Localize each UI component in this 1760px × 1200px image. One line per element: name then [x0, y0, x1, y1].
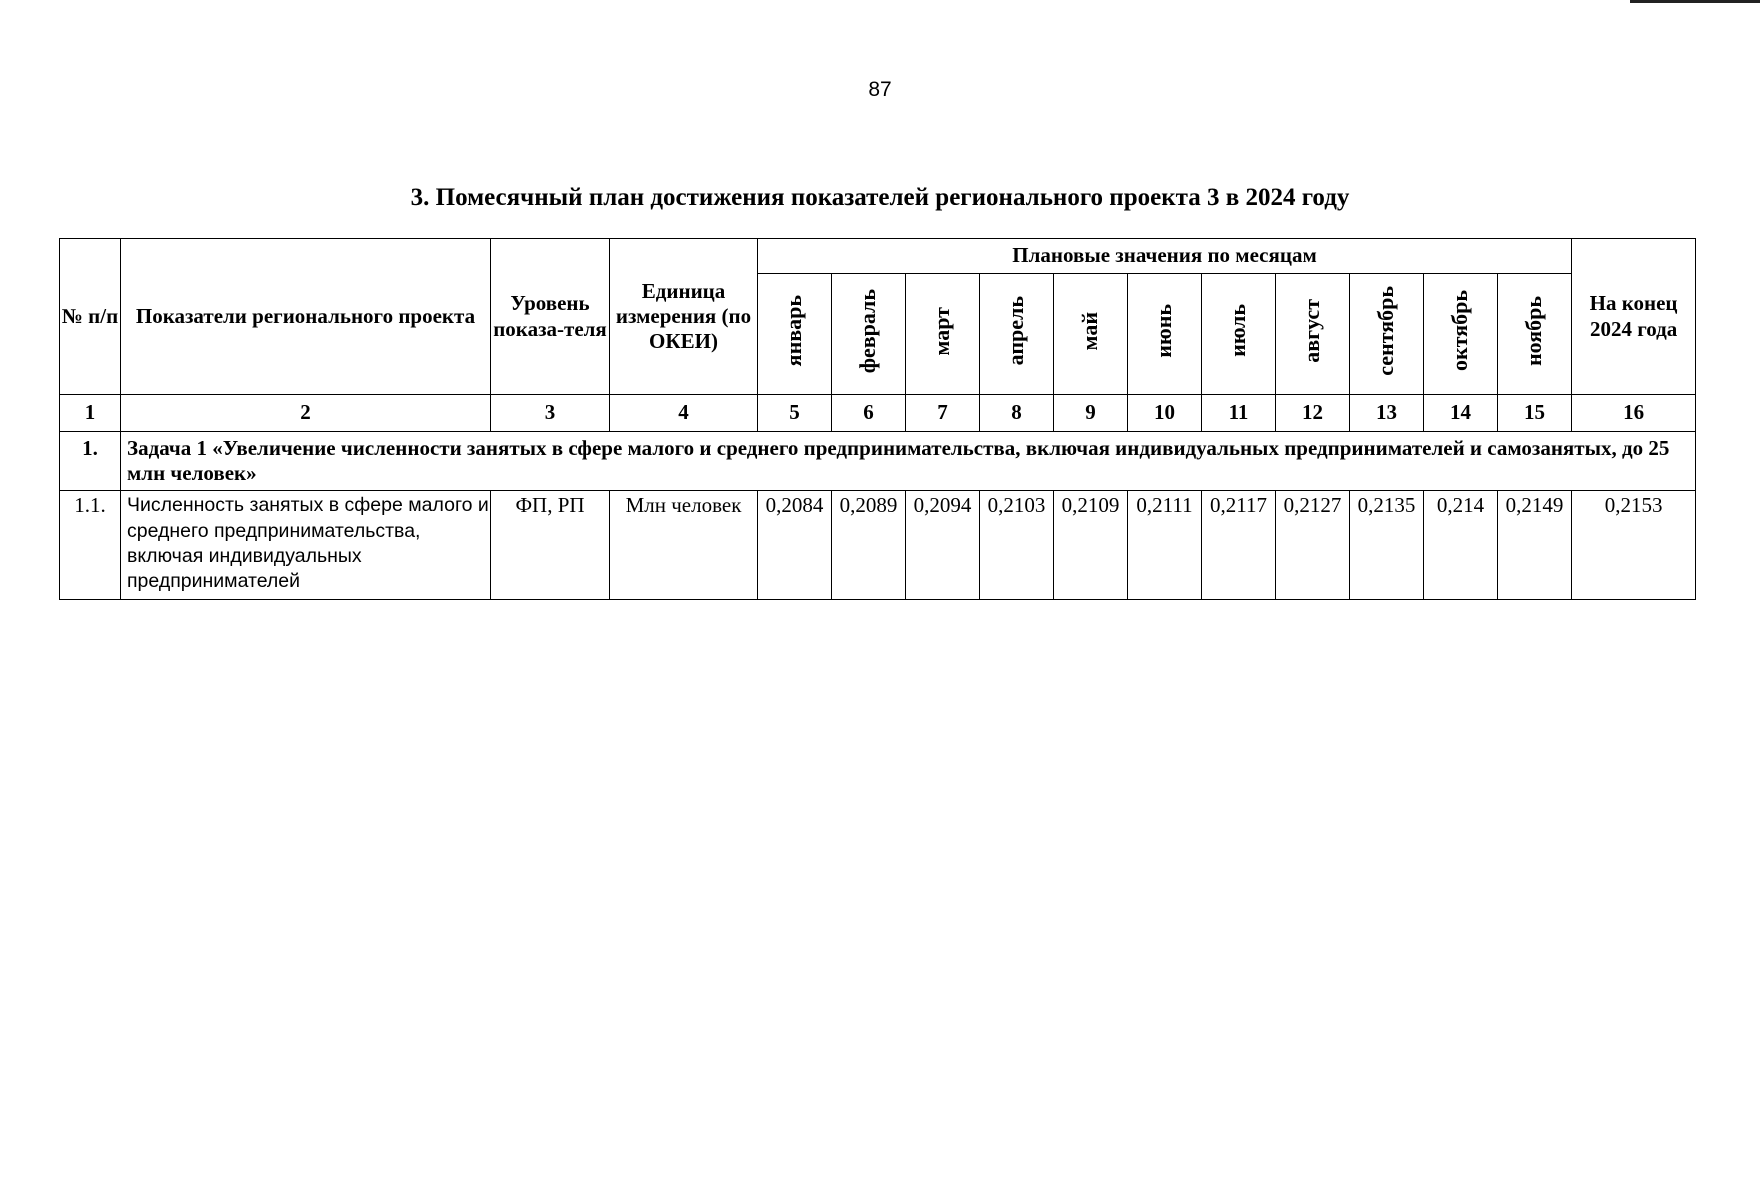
task-number: 1. — [60, 432, 121, 491]
header-month-label: май — [1077, 311, 1103, 351]
header-month-11 — [1498, 274, 1572, 395]
row-month-value-8: 0,2127 — [1276, 491, 1350, 600]
header-month-9 — [1350, 274, 1424, 395]
column-number-5: 5 — [758, 395, 832, 432]
header-month-3 — [906, 274, 980, 395]
header-month-label: март — [929, 306, 955, 356]
table-row — [60, 491, 1696, 600]
header-month-label: сентябрь — [1373, 286, 1399, 376]
header-end-of-year: На конец 2024 года — [1572, 239, 1696, 395]
task-text: Задача 1 «Увеличение численности занятых в сфере малого и среднего предпринимательства, включая индивидуальных предпринимателей и самозанятых, до 25 млн человек» — [121, 432, 1696, 491]
column-number-14: 14 — [1424, 395, 1498, 432]
row-number: 1.1. — [60, 491, 121, 600]
header-unit: Единица измерения (по ОКЕИ) — [610, 239, 758, 395]
row-month-value-9: 0,2135 — [1350, 491, 1424, 600]
column-number-1: 1 — [60, 395, 121, 432]
header-level: Уровень показа-теля — [491, 239, 610, 395]
task-row — [60, 432, 1696, 491]
column-number-4: 4 — [610, 395, 758, 432]
row-month-value-1: 0,2084 — [758, 491, 832, 600]
column-number-7: 7 — [906, 395, 980, 432]
column-number-11: 11 — [1202, 395, 1276, 432]
header-month-label: апрель — [1003, 296, 1029, 366]
monthly-plan-table — [59, 238, 1696, 600]
row-month-value-3: 0,2094 — [906, 491, 980, 600]
row-month-value-10: 0,214 — [1424, 491, 1498, 600]
column-number-9: 9 — [1054, 395, 1128, 432]
header-num: № п/п — [60, 239, 121, 395]
row-month-value-4: 0,2103 — [980, 491, 1054, 600]
column-number-13: 13 — [1350, 395, 1424, 432]
column-number-6: 6 — [832, 395, 906, 432]
row-level: ФП, РП — [491, 491, 610, 600]
header-month-4 — [980, 274, 1054, 395]
column-number-8: 8 — [980, 395, 1054, 432]
column-number-3: 3 — [491, 395, 610, 432]
header-month-label: июнь — [1151, 304, 1177, 358]
row-month-value-7: 0,2117 — [1202, 491, 1276, 600]
header-month-10 — [1424, 274, 1498, 395]
row-month-value-11: 0,2149 — [1498, 491, 1572, 600]
row-end-value: 0,2153 — [1572, 491, 1696, 600]
header-month-8 — [1276, 274, 1350, 395]
row-indicator: Численность занятых в сфере малого и среднего предпринимательства, включая индивидуальных предпринимателей — [121, 491, 491, 600]
scan-edge-mark — [1630, 0, 1760, 3]
header-month-7 — [1202, 274, 1276, 395]
header-month-6 — [1128, 274, 1202, 395]
page-number: 87 — [868, 78, 892, 101]
header-month-5 — [1054, 274, 1128, 395]
header-month-label: октябрь — [1447, 290, 1473, 372]
header-month-2 — [832, 274, 906, 395]
header-month-label: июль — [1225, 304, 1251, 358]
row-month-value-2: 0,2089 — [832, 491, 906, 600]
column-numbers-row — [60, 395, 1696, 432]
column-number-15: 15 — [1498, 395, 1572, 432]
row-unit: Млн человек — [610, 491, 758, 600]
header-month-1 — [758, 274, 832, 395]
header-month-label: февраль — [855, 288, 881, 374]
header-month-label: январь — [781, 295, 807, 367]
column-number-10: 10 — [1128, 395, 1202, 432]
column-number-12: 12 — [1276, 395, 1350, 432]
header-monthly-group: Плановые значения по месяцам — [758, 239, 1572, 274]
document-title: 3. Помесячный план достижения показателей регионального проекта 3 в 2024 году — [410, 184, 1350, 211]
row-month-value-5: 0,2109 — [1054, 491, 1128, 600]
header-month-label: август — [1299, 299, 1325, 363]
column-number-16: 16 — [1572, 395, 1696, 432]
header-indicators: Показатели регионального проекта — [121, 239, 491, 395]
row-month-value-6: 0,2111 — [1128, 491, 1202, 600]
header-row-top — [60, 239, 1696, 274]
header-month-label: ноябрь — [1521, 295, 1547, 366]
column-number-2: 2 — [121, 395, 491, 432]
